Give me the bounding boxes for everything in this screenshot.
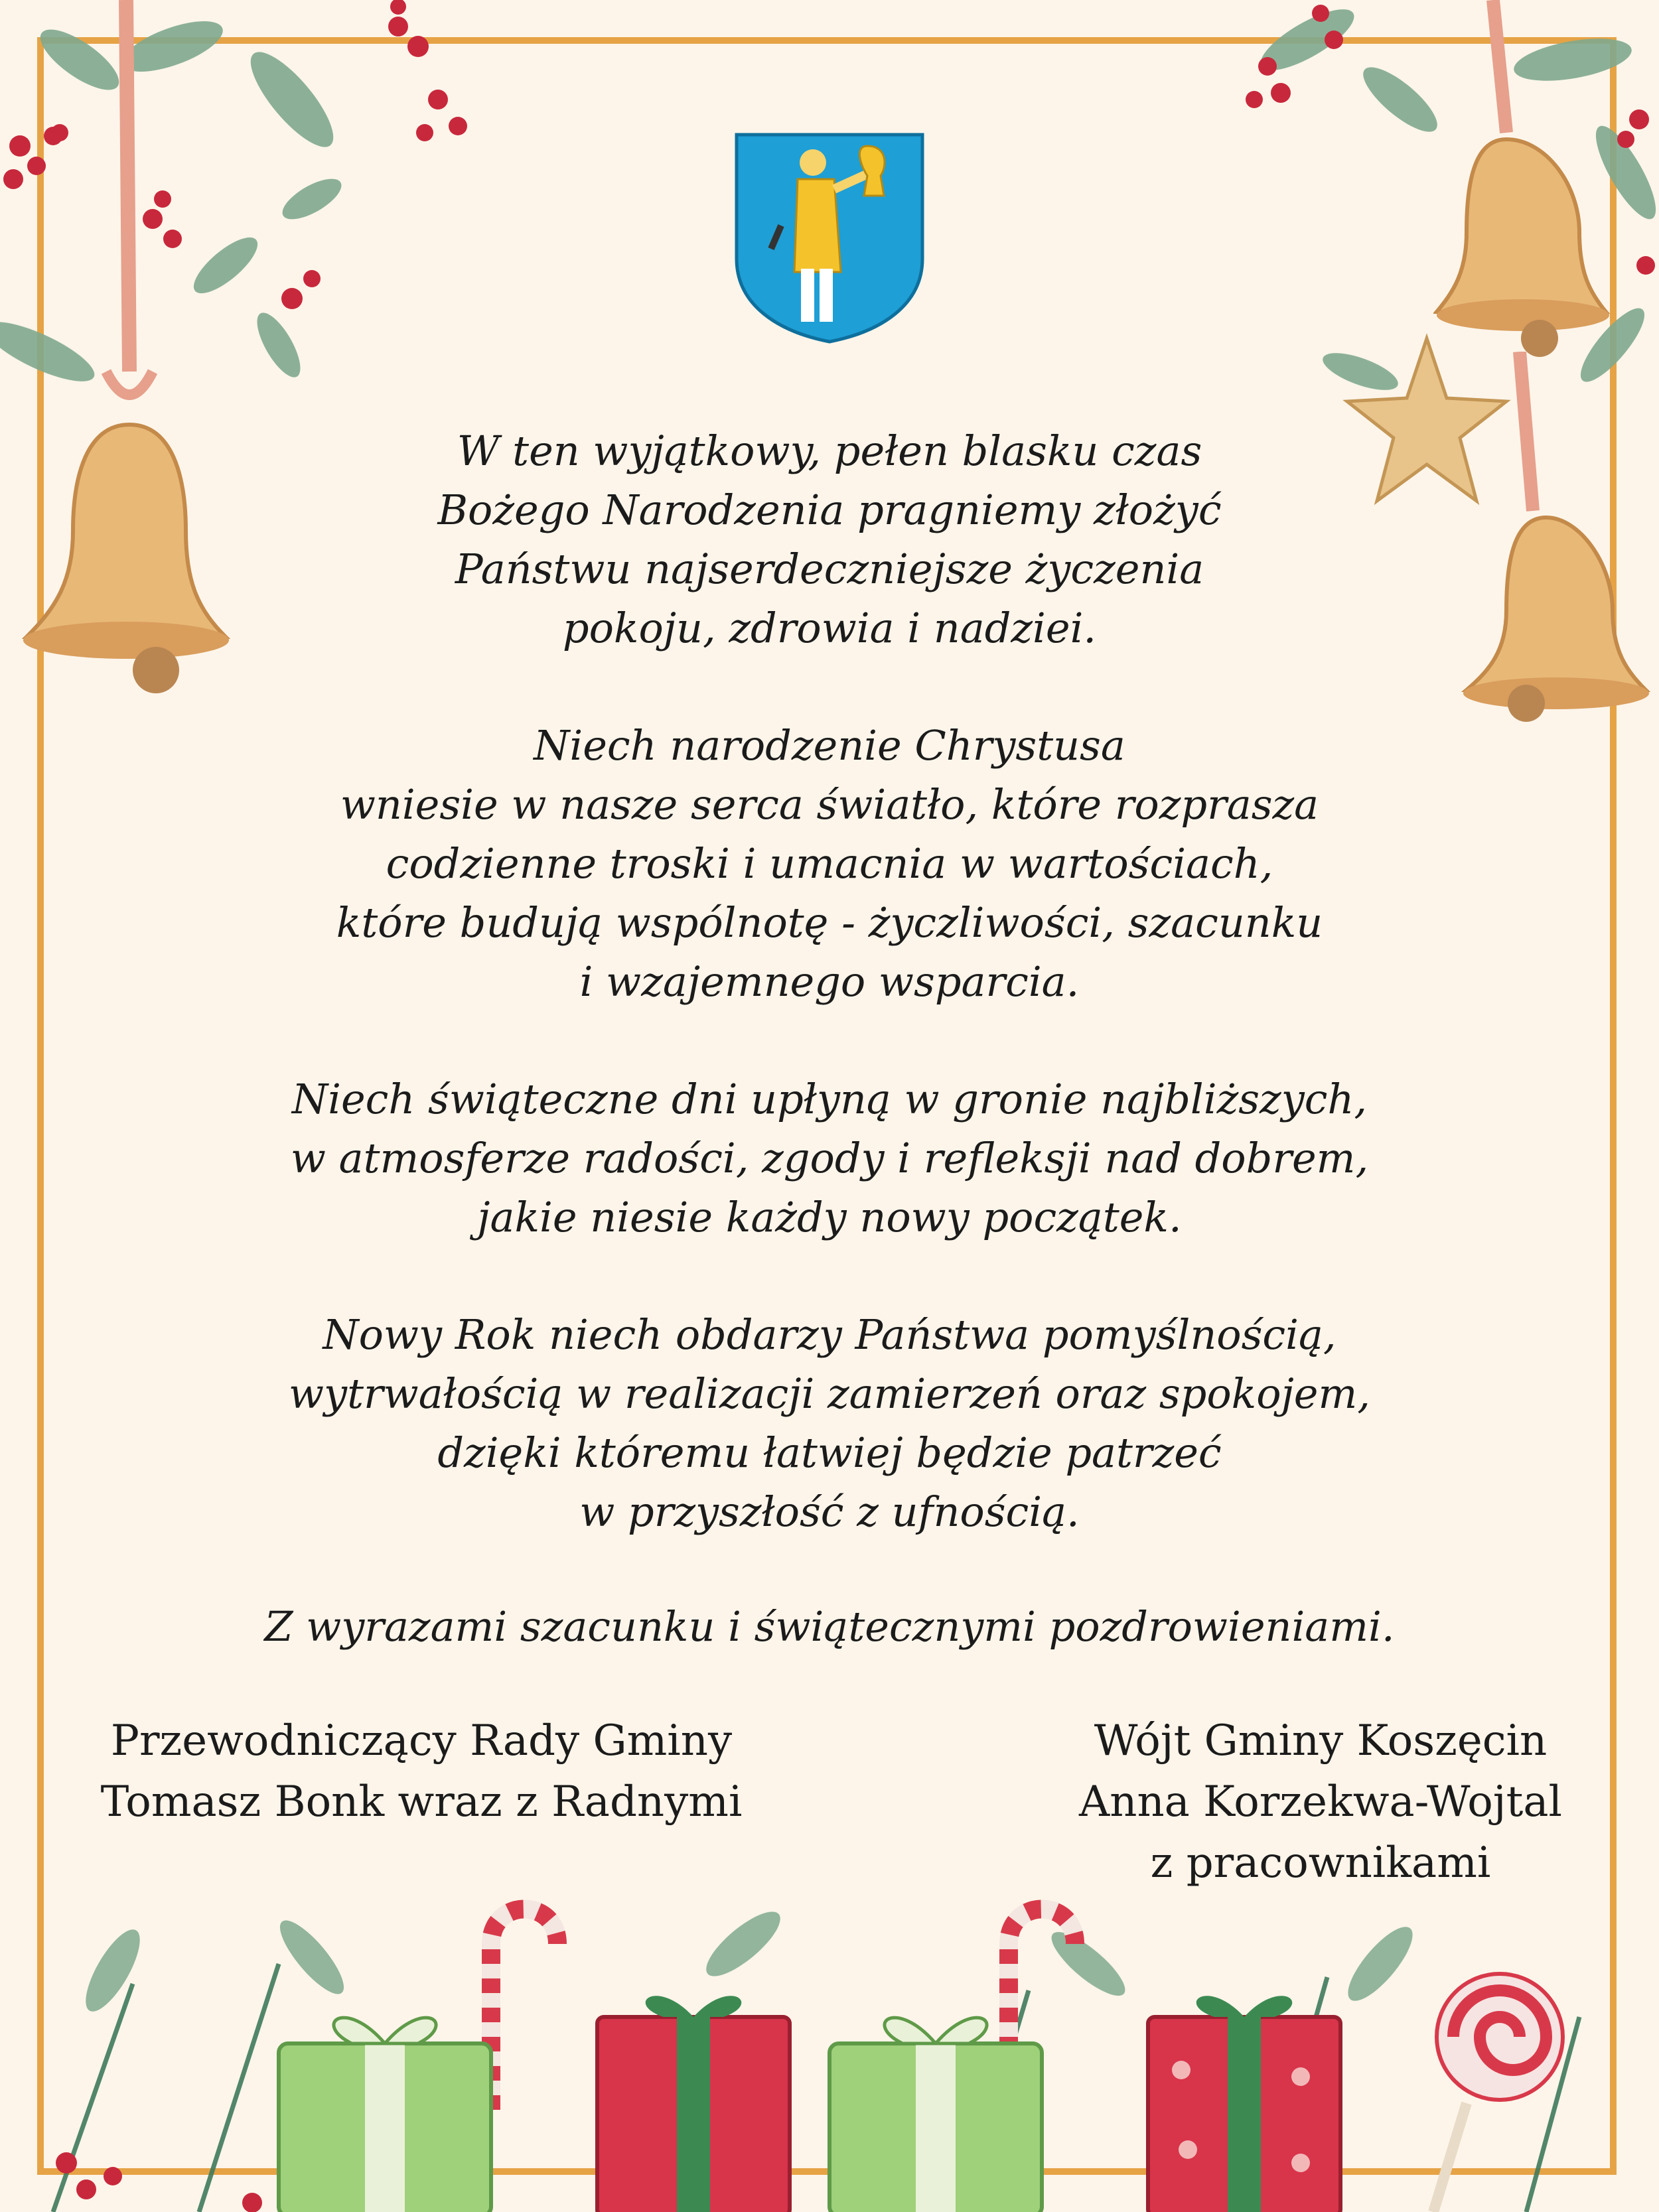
text-line: w przyszłość z ufnością. — [579, 1487, 1080, 1536]
berry-branch-icon — [40, 2110, 305, 2212]
text-line: Niech świąteczne dni upłyną w gronie najbliższych, — [291, 1075, 1368, 1123]
text-line: wytrwałością w realizacji zamierzeń oraz spokojem, — [288, 1369, 1370, 1418]
paragraph-1 — [166, 421, 1493, 657]
closing-line: Z wyrazami szacunku i świątecznymi pozdrowieniami. — [264, 1602, 1395, 1651]
paragraph-2 — [166, 716, 1493, 1011]
paragraph-4 — [166, 1305, 1493, 1541]
letter-body — [166, 421, 1493, 1714]
signature-line: z pracownikami — [1150, 1838, 1491, 1888]
signature-line: Wójt Gminy Koszęcin — [1094, 1716, 1548, 1765]
text-line: w atmosferze radości, zgody i refleksji nad dobrem, — [290, 1134, 1369, 1182]
text-line: wniesie w nasze serca światło, które rozprasza — [340, 780, 1319, 829]
text-line: i wzajemnego wsparcia. — [579, 957, 1080, 1006]
signature-mayor — [995, 1710, 1646, 1894]
signature-council — [80, 1710, 763, 1832]
coat-of-arms-icon — [735, 133, 924, 344]
text-line: jakie niesie każdy nowy początek. — [477, 1193, 1182, 1241]
text-line: Nowy Rok niech obdarzy Państwa pomyślnością, — [323, 1310, 1336, 1359]
text-line: dzięki któremu łatwiej będzie patrzeć — [437, 1428, 1222, 1477]
gift-box-icon — [816, 2004, 1055, 2212]
gift-box-icon — [1135, 1977, 1354, 2212]
signature-line: Przewodniczący Rady Gminy — [110, 1716, 733, 1765]
text-line: Państwu najserdeczniejsze życzenia — [455, 545, 1204, 593]
text-line: codzienne troski i umacnia w wartościach, — [386, 839, 1273, 888]
signature-line: Tomasz Bonk wraz z Radnymi — [100, 1777, 743, 1827]
text-line: Niech narodzenie Chrystusa — [534, 721, 1125, 770]
gift-box-icon — [584, 1984, 803, 2212]
bell-icon — [1433, 0, 1646, 372]
text-line: pokoju, zdrowia i nadziei. — [562, 604, 1097, 652]
text-line: W ten wyjątkowy, pełen blasku czas — [457, 427, 1202, 475]
text-line: Bożego Narodzenia pragniemy złożyć — [437, 486, 1222, 534]
signature-line: Anna Korzekwa-Wojtal — [1079, 1777, 1562, 1827]
text-line: które budują wspólnotę - życzliwości, szacunku — [336, 898, 1323, 947]
lollipop-icon — [1407, 1964, 1579, 2212]
paragraph-3 — [166, 1070, 1493, 1247]
